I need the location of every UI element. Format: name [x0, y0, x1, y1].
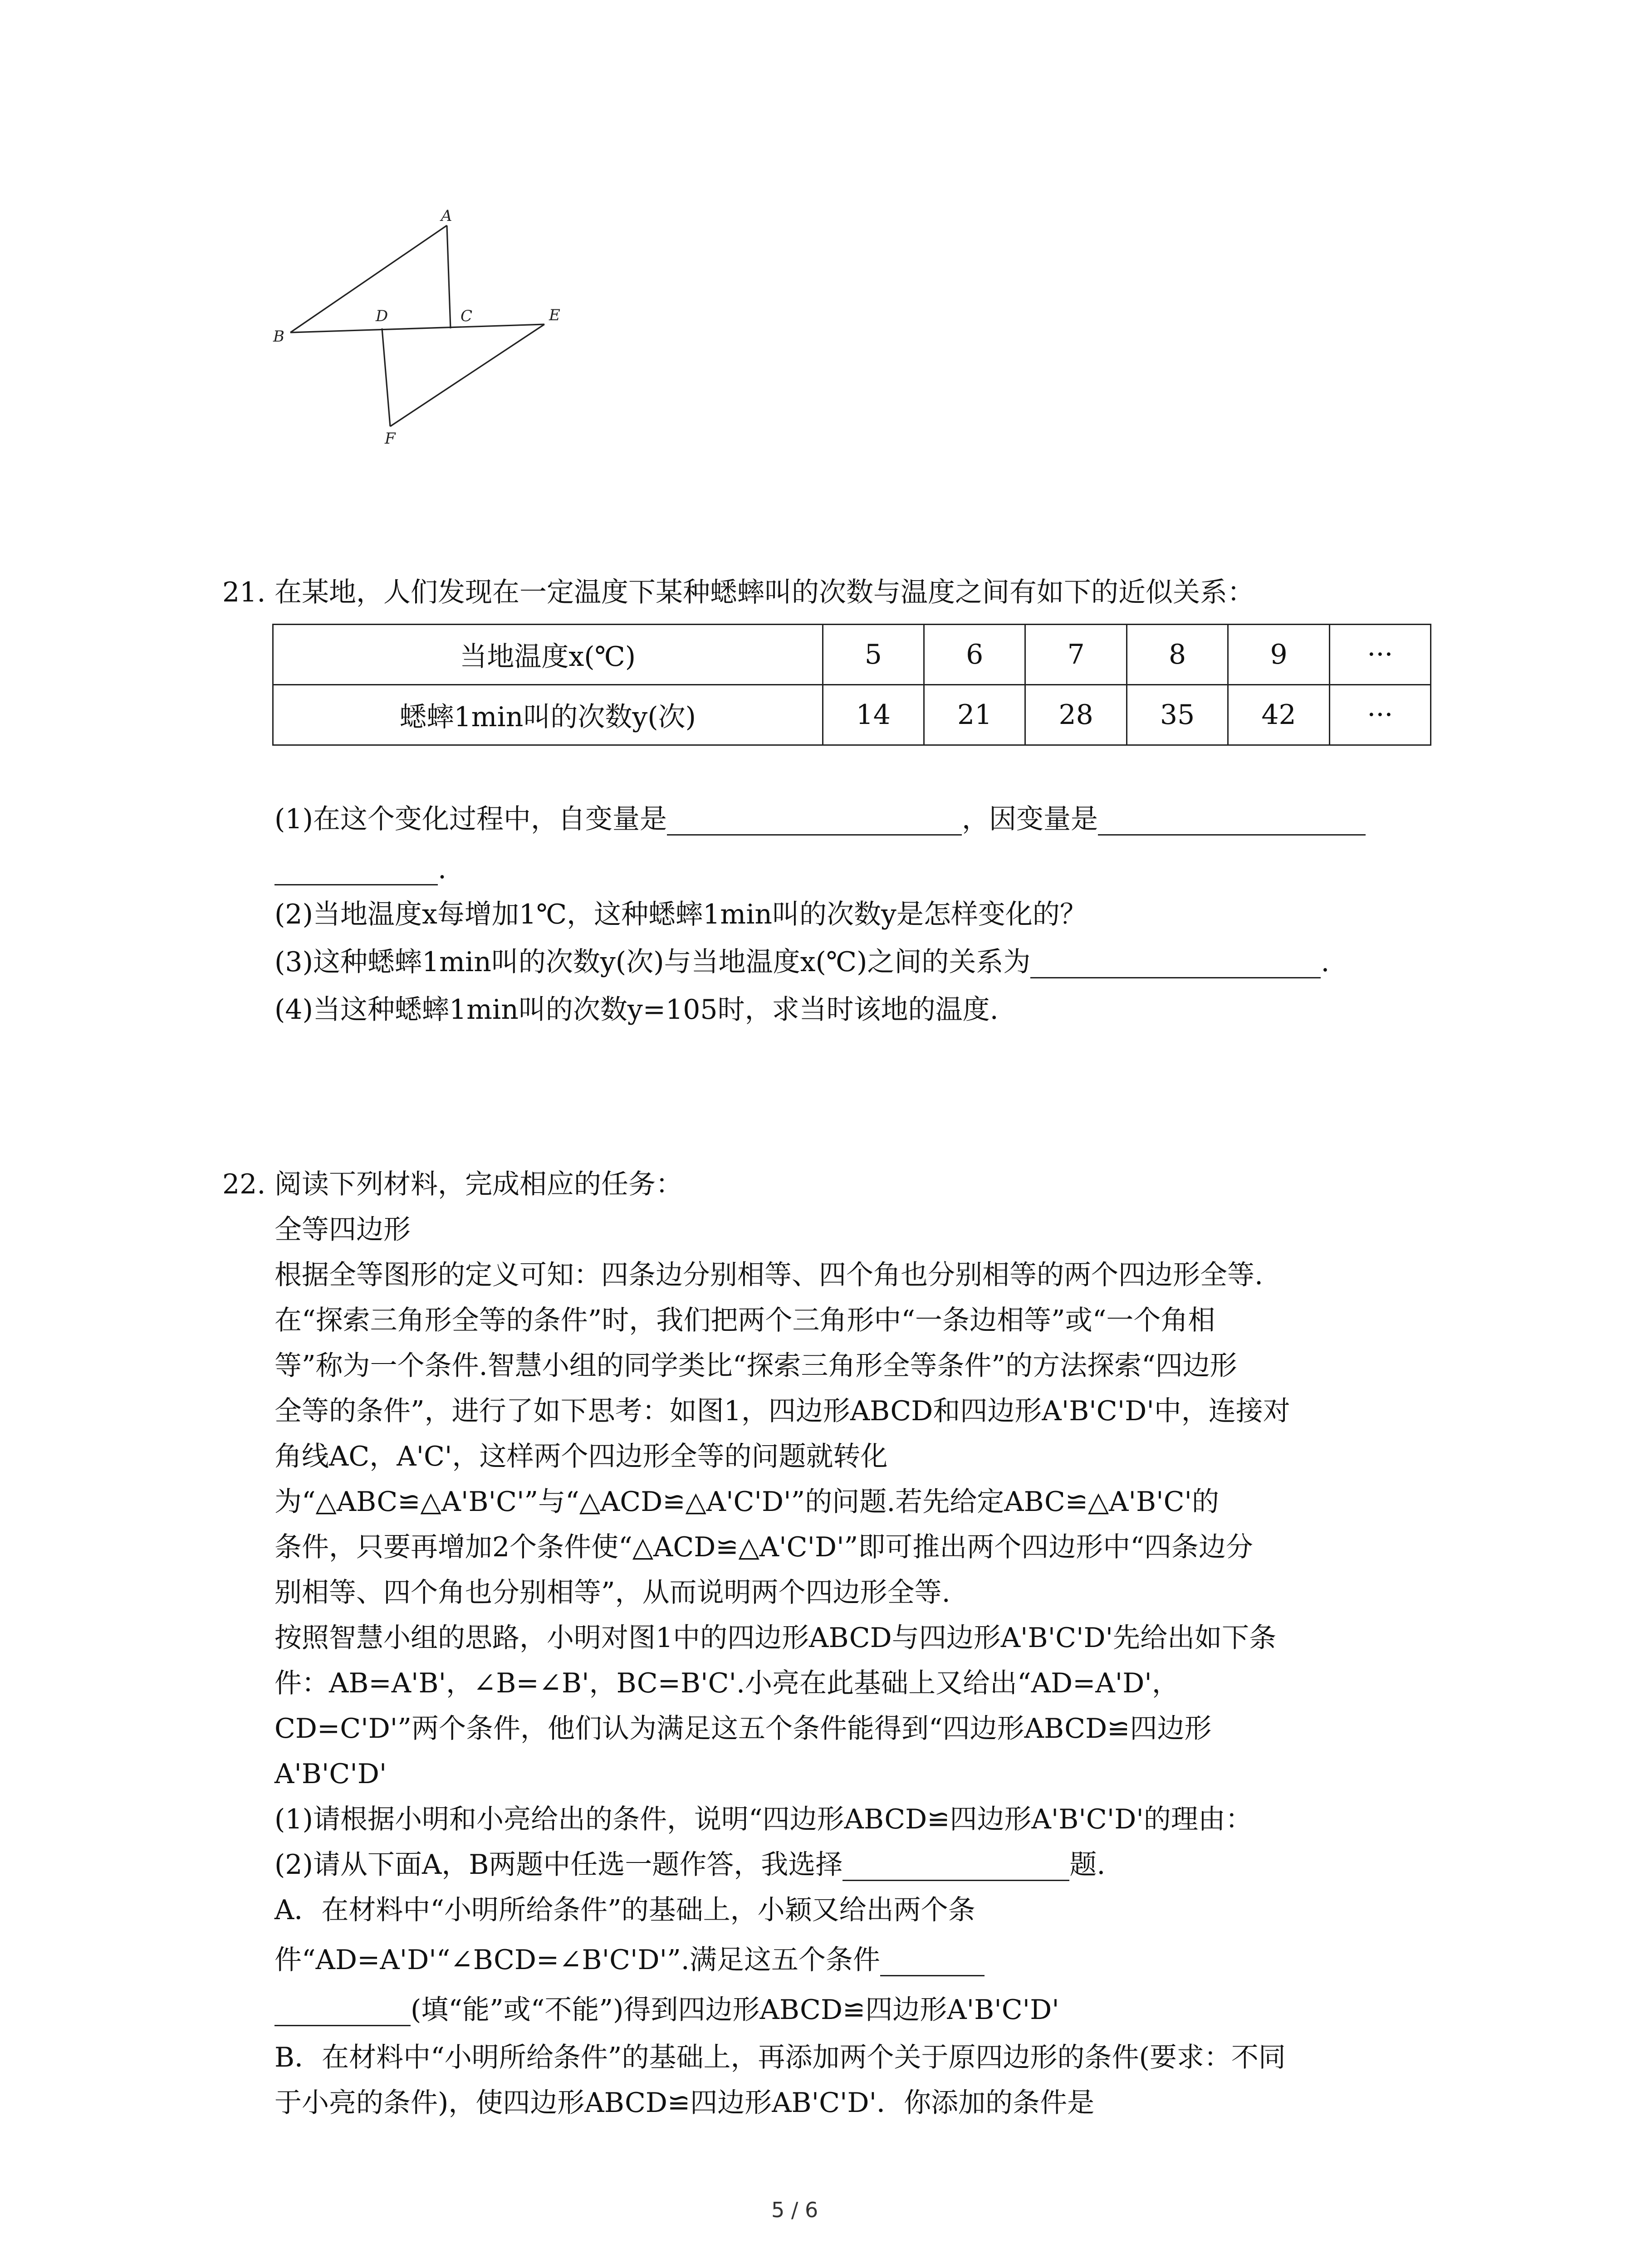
q21-part2: (2)当地温度x每增加1℃，这种蟋蟀1min叫的次数y是怎样变化的？	[274, 899, 1087, 930]
answer-blank[interactable]	[843, 1853, 1069, 1881]
q22-optionA-line2	[274, 1944, 985, 1976]
table-cell-head: 当地温度x(℃)	[273, 625, 823, 685]
q22-line: 条件，只要再增加2个条件使“△ACD≌△A'C'D'”即可推出两个四边形中“四条边分	[274, 1531, 1253, 1563]
answer-blank[interactable]	[880, 1948, 985, 1976]
q22-intro: 阅读下列材料，完成相应的任务：	[274, 1168, 683, 1200]
triangle-diagram	[263, 200, 608, 463]
q22-line: 全等的条件”，进行了如下思考：如图1，四边形ABCD和四边形A'B'C'D'中，连接对	[274, 1395, 1290, 1427]
q22-line: 为“△ABC≌△A'B'C'”与“△ACD≌△A'C'D'”的问题.若先给定ABC≌△A'B'C'的	[274, 1486, 1219, 1518]
q22-line: 件：AB=A'B'，∠B=∠B'，BC=B'C'.小亮在此基础上又给出“AD=A'D'，	[274, 1667, 1179, 1699]
q22-optionA-text: 件“AD=A'D'“∠BCD=∠B'C'D'”.满足这五个条件	[274, 1944, 880, 1976]
answer-blank[interactable]	[667, 807, 962, 836]
q22-part2	[274, 1848, 1106, 1881]
q21-number: 21.	[222, 577, 266, 608]
q21-part3-end: .	[1321, 946, 1330, 978]
label-E: E	[549, 306, 560, 324]
q22-part2-text: (2)请从下面A，B两题中任选一题作答，我选择	[274, 1849, 843, 1881]
table-cell: 9	[1228, 625, 1329, 685]
label-B: B	[273, 327, 284, 346]
table-row	[273, 685, 1431, 745]
table-cell: 8	[1127, 625, 1228, 685]
q22-line: 角线AC，A'C'，这样两个四边形全等的问题就转化	[274, 1441, 888, 1472]
label-C: C	[460, 307, 473, 325]
table-cell: ···	[1329, 685, 1430, 745]
q22-optionA-text2: (填“能”或“不能”)得到四边形ABCD≌四边形A'B'C'D'	[411, 1994, 1059, 2026]
label-D: D	[376, 307, 388, 325]
q22-line: 按照智慧小组的思路，小明对图1中的四边形ABCD与四边形A'B'C'D'先给出如下条	[274, 1622, 1277, 1654]
table-cell: ···	[1329, 625, 1430, 685]
table-cell: 7	[1025, 625, 1127, 685]
table-cell-head: 蟋蟀1min叫的次数y(次)	[273, 685, 823, 745]
q21-part1-cont	[274, 853, 446, 885]
table-cell: 14	[823, 685, 924, 745]
q21-part1-text-a: (1)在这个变化过程中，自变量是	[274, 803, 667, 835]
q21-part1	[274, 803, 1366, 836]
q22-line: A'B'C'D'	[274, 1758, 387, 1790]
q21-part3	[274, 946, 1329, 978]
q21-part4: (4)当这种蟋蟀1min叫的次数y=105时，求当时该地的温度.	[274, 994, 999, 1026]
table-cell: 5	[823, 625, 924, 685]
segment-AC	[447, 225, 451, 328]
segment-BA	[290, 225, 447, 332]
q22-number: 22.	[222, 1168, 266, 1200]
q22-line: 在“探索三角形全等的条件”时，我们把两个三角形中“一条边相等”或“一个角相	[274, 1305, 1215, 1336]
q22-optionA-line3	[274, 1994, 1059, 2026]
table-cell: 35	[1127, 685, 1228, 745]
q22-line: (1)请根据小明和小亮给出的条件，说明“四边形ABCD≌四边形A'B'C'D'的理由：	[274, 1804, 1253, 1835]
q22-optionA-line1: A．在材料中“小明所给条件”的基础上，小颖又给出两个条	[274, 1894, 975, 1926]
q21-part1-text-b: ，因变量是	[962, 803, 1098, 835]
answer-blank[interactable]	[274, 857, 438, 885]
q22-part2-end: 题.	[1069, 1849, 1106, 1881]
q22-optionB-line2: 于小亮的条件)，使四边形ABCD≌四边形AB'C'D'．你添加的条件是	[274, 2087, 1095, 2119]
label-A: A	[441, 207, 452, 225]
answer-blank[interactable]	[274, 1998, 411, 2026]
segment-DF	[382, 328, 390, 426]
q22-optionB-line1: B．在材料中“小明所给条件”的基础上，再添加两个关于原四边形的条件(要求：不同	[274, 2042, 1286, 2073]
q21-part3-text: (3)这种蟋蟀1min叫的次数y(次)与当地温度x(℃)之间的关系为	[274, 946, 1031, 978]
q22-line: 全等四边形	[274, 1214, 411, 1246]
table-row	[273, 625, 1431, 685]
q21-intro: 在某地，人们发现在一定温度下某种蟋蟀叫的次数与温度之间有如下的近似关系：	[274, 577, 1254, 608]
segment-FE	[390, 324, 544, 426]
table-cell: 6	[924, 625, 1025, 685]
answer-blank[interactable]	[1030, 950, 1321, 978]
label-F: F	[385, 430, 396, 448]
q22-line: 根据全等图形的定义可知：四条边分别相等、四个角也分别相等的两个四边形全等.	[274, 1259, 1264, 1291]
geometry-figure	[263, 200, 608, 463]
table-cell: 28	[1025, 685, 1127, 745]
segment-BE	[290, 324, 544, 332]
table-cell: 21	[924, 685, 1025, 745]
page-number: 5 / 6	[771, 2198, 818, 2222]
q21-part1-end: .	[438, 853, 447, 885]
q22-line: 等”称为一个条件.智慧小组的同学类比“探索三角形全等条件”的方法探索“四边形	[274, 1350, 1237, 1382]
q22-line: CD=C'D'”两个条件，他们认为满足这五个条件能得到“四边形ABCD≌四边形	[274, 1713, 1212, 1745]
q22-line: 别相等、四个角也分别相等”，从而说明两个四边形全等.	[274, 1577, 950, 1608]
answer-blank[interactable]	[1098, 807, 1366, 836]
table-cell: 42	[1228, 685, 1329, 745]
q21-table	[272, 624, 1431, 746]
